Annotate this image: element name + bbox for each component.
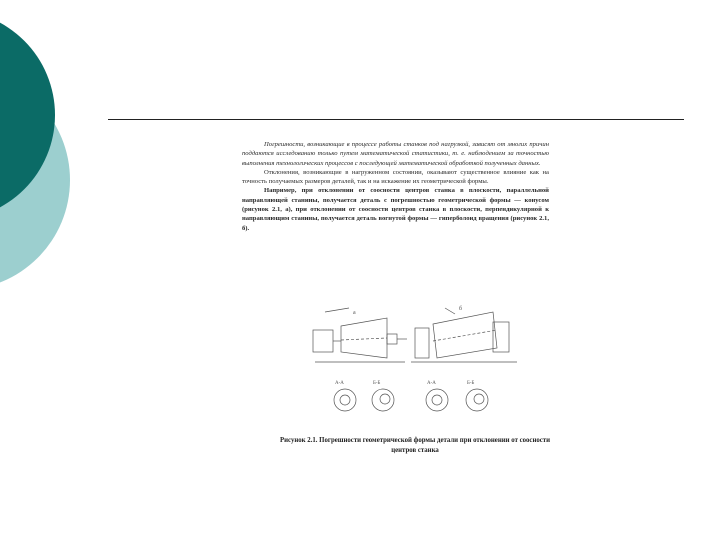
paragraph-1: Погрешности, возникающие в процессе работы станков под нагрузкой, зависят от многих причин поддаются исследованию только путем математической статистики, т. е. наблюдением за точностью выполнения технологических процессов с последующей математической обработкой полученных данных. — [242, 141, 549, 167]
lathe-drawing-b — [411, 305, 517, 362]
document-text — [242, 140, 549, 233]
section-bb-1: Б-Б — [373, 381, 381, 386]
slide-decoration — [0, 0, 120, 300]
lathe-drawing-a — [313, 308, 407, 362]
section-aa-2: А-А — [427, 381, 436, 386]
section-bb-2: Б-Б — [467, 381, 475, 386]
label-a: а — [353, 310, 356, 316]
section-aa-1: А-А — [335, 381, 344, 386]
figure-2-1-drawing — [305, 300, 525, 428]
paragraph-3: Например, при отклонении от соосности центров станка в плоскости, параллельной направляющей станины, получается деталь с погрешностью геометрической формы — конусом (рисунок 2.1, а), при отклонении от соосности центров станка в плоскости, перпендикулярной к направляющим станины, получается деталь вогнутой формы — гиперболоид вращения (рисунок 2.1, б). — [242, 187, 549, 232]
top-divider — [108, 119, 684, 120]
label-b: б — [459, 306, 463, 312]
sections — [334, 381, 488, 411]
figure-caption: Рисунок 2.1. Погрешности геометрической формы детали при отклонении от соосности центров станка — [279, 437, 551, 454]
paragraph-2: Отклонения, возникающие в нагруженном состоянии, оказывают существенное влияние как на точность получаемых размеров деталей, так и на искажение их геометрической формы. — [242, 168, 549, 186]
